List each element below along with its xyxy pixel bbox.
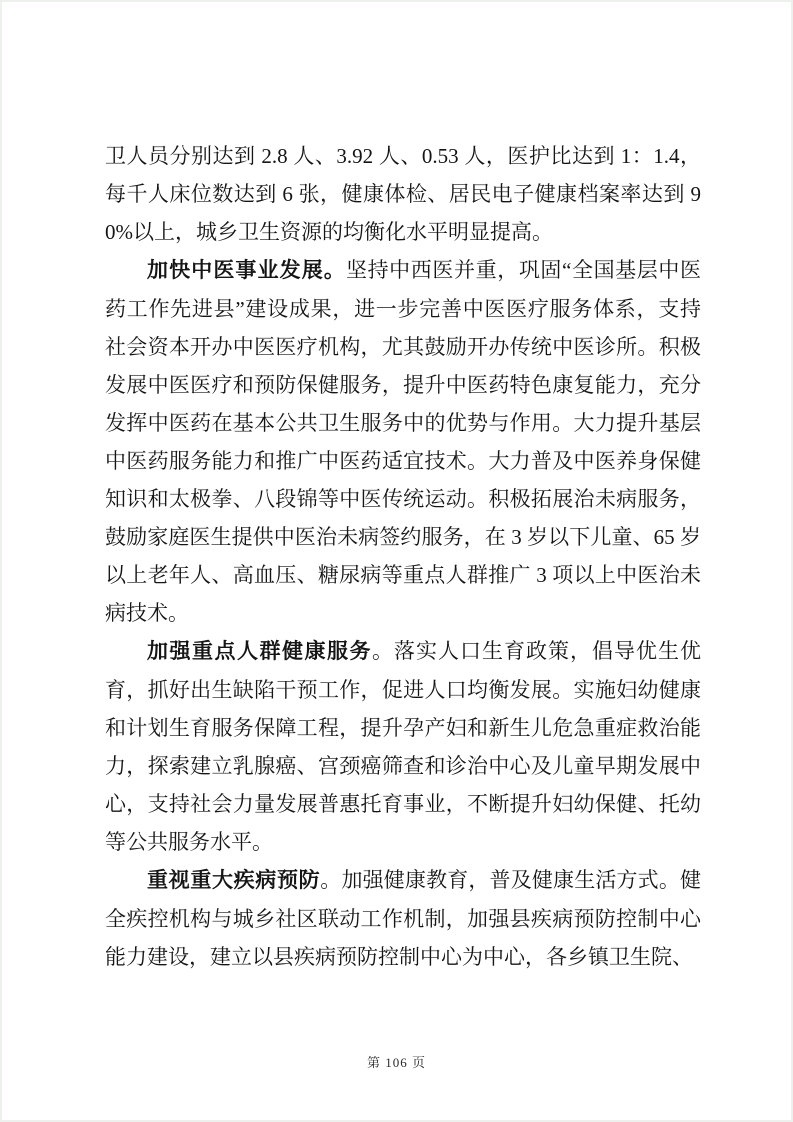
- body-paragraph: [105, 137, 701, 251]
- body-paragraph: [105, 861, 701, 976]
- paragraph-text: 。加强健康教育，普及健康生活方式。健全疾控机构与城乡社区联动工作机制，加强县疾病预防控制中心能力建设，建立以县疾病预防控制中心为中心，各乡镇卫生院、: [105, 868, 701, 969]
- document-body: [105, 137, 701, 976]
- page-number: 第 106 页: [366, 1055, 426, 1070]
- paragraph-text: 卫人员分别达到 2.8 人、3.92 人、0.53 人，医护比达到 1：1.4，每千人床位数达到 6 张，健康体检、居民电子健康档案率达到 90%以上，城乡卫生资源的均衡化水平明显提高。: [105, 144, 701, 244]
- paragraph-heading: 加强重点人群健康服务: [147, 640, 372, 663]
- body-paragraph: [105, 251, 701, 632]
- paragraph-heading: 重视重大疾病预防: [147, 869, 321, 892]
- paragraph-text: 坚持中西医并重，巩固“全国基层中医药工作先进县”建设成果，进一步完善中医医疗服务体系，支持社会资本开办中医医疗机构，尤其鼓励开办传统中医诊所。积极发展中医医疗和预防保健服务，提升中医药特色康复能力，充分发挥中医药在基本公共卫生服务中的优势与作用。大力提升基层中医药服务能力和推广中医药适宜技术。大力普及中医养身保健知识和太极拳、八段锦等中医传统运动。积极拓展治未病服务，鼓励家庭医生提供中医治未病签约服务，在 3 岁以下儿童、65 岁以上老年人、高血压、糖尿病等重点人群推广 3 项以上中医治未病技术。: [105, 258, 701, 625]
- paragraph-heading: 加快中医事业发展。: [147, 259, 346, 282]
- paragraph-text: 。落实人口生育政策，倡导优生优育，抓好出生缺陷干预工作，促进人口均衡发展。实施妇幼健康和计划生育服务保障工程，提升孕产妇和新生儿危急重症救治能力，探索建立乳腺癌、宫颈癌筛查和诊治中心及儿童早期发展中心，支持社会力量发展普惠托育事业，不断提升妇幼保健、托幼等公共服务水平。: [105, 639, 701, 854]
- body-paragraph: [105, 632, 701, 861]
